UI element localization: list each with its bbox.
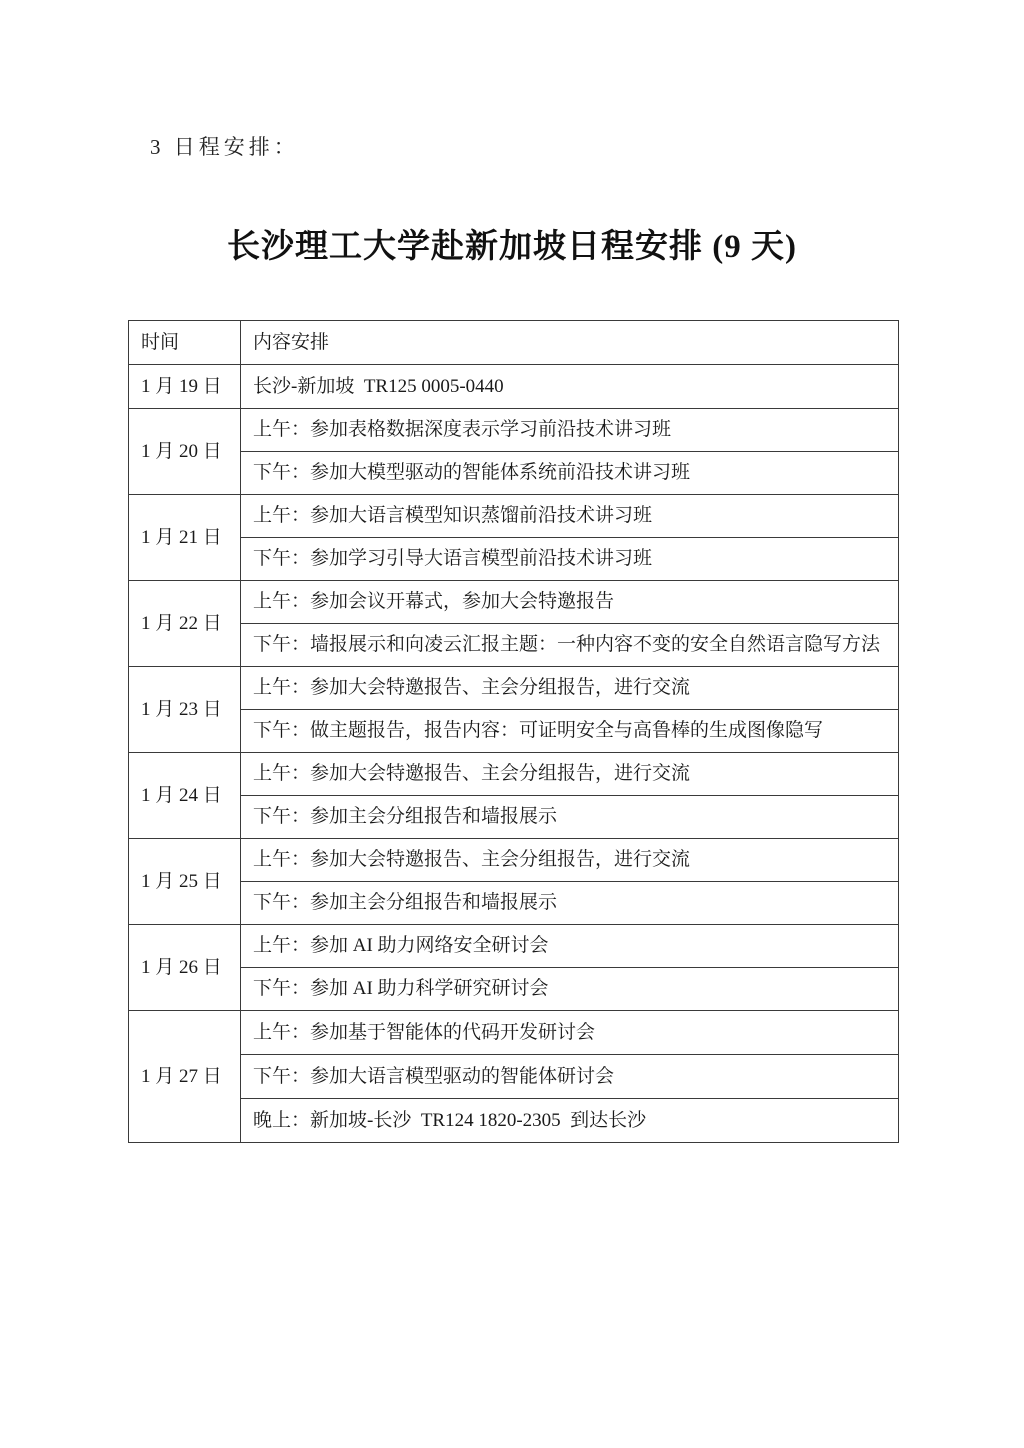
table-row-jan24 bbox=[129, 753, 899, 796]
section-heading: 3 日程安排： bbox=[150, 135, 299, 159]
table-row-jan22 bbox=[129, 581, 899, 624]
table-subrow bbox=[129, 1099, 899, 1143]
table-subrow bbox=[129, 1055, 899, 1099]
table-row-jan19 bbox=[129, 365, 899, 409]
entry-cell: 下午：参加 AI 助力科学研究研讨会 bbox=[241, 968, 899, 1011]
entry-cell: 上午：参加表格数据深度表示学习前沿技术讲习班 bbox=[241, 409, 899, 452]
table-subrow bbox=[129, 710, 899, 753]
table-subrow bbox=[129, 538, 899, 581]
table-row-jan20 bbox=[129, 409, 899, 452]
table-row-jan26 bbox=[129, 925, 899, 968]
entry-cell: 晚上：新加坡-长沙 TR124 1820-2305 到达长沙 bbox=[241, 1099, 899, 1143]
table-subrow bbox=[129, 796, 899, 839]
schedule-table bbox=[128, 320, 899, 1143]
entry-cell: 下午：参加主会分组报告和墙报展示 bbox=[241, 882, 899, 925]
entry-cell: 长沙-新加坡 TR125 0005-0440 bbox=[241, 365, 899, 409]
entry-cell: 上午：参加大语言模型知识蒸馏前沿技术讲习班 bbox=[241, 495, 899, 538]
table-row-jan21 bbox=[129, 495, 899, 538]
entry-cell: 下午：做主题报告，报告内容：可证明安全与高鲁棒的生成图像隐写 bbox=[241, 710, 899, 753]
entry-cell: 上午：参加 AI 助力网络安全研讨会 bbox=[241, 925, 899, 968]
table-row-jan25 bbox=[129, 839, 899, 882]
table-row-jan23 bbox=[129, 667, 899, 710]
date-cell: 1 月 24 日 bbox=[129, 753, 241, 839]
date-cell: 1 月 19 日 bbox=[129, 365, 241, 409]
document-title: 长沙理工大学赴新加坡日程安排 (9 天) bbox=[227, 229, 797, 265]
table-subrow bbox=[129, 624, 899, 667]
date-cell: 1 月 27 日 bbox=[129, 1011, 241, 1143]
table-subrow bbox=[129, 882, 899, 925]
date-cell: 1 月 20 日 bbox=[129, 409, 241, 495]
entry-cell: 下午：参加大语言模型驱动的智能体研讨会 bbox=[241, 1055, 899, 1099]
entry-cell: 上午：参加大会特邀报告、主会分组报告，进行交流 bbox=[241, 753, 899, 796]
date-cell: 1 月 22 日 bbox=[129, 581, 241, 667]
entry-cell: 上午：参加会议开幕式，参加大会特邀报告 bbox=[241, 581, 899, 624]
entry-cell: 下午：参加大模型驱动的智能体系统前沿技术讲习班 bbox=[241, 452, 899, 495]
entry-cell: 下午：参加主会分组报告和墙报展示 bbox=[241, 796, 899, 839]
entry-cell: 上午：参加大会特邀报告、主会分组报告，进行交流 bbox=[241, 667, 899, 710]
table-subrow bbox=[129, 968, 899, 1011]
table-row-jan27 bbox=[129, 1011, 899, 1055]
entry-cell: 上午：参加大会特邀报告、主会分组报告，进行交流 bbox=[241, 839, 899, 882]
entry-cell: 下午：墙报展示和向凌云汇报主题：一种内容不变的安全自然语言隐写方法 bbox=[241, 624, 899, 667]
date-cell: 1 月 23 日 bbox=[129, 667, 241, 753]
header-cell-content: 内容安排 bbox=[241, 321, 899, 365]
date-cell: 1 月 21 日 bbox=[129, 495, 241, 581]
date-cell: 1 月 26 日 bbox=[129, 925, 241, 1011]
date-cell: 1 月 25 日 bbox=[129, 839, 241, 925]
entry-cell: 下午：参加学习引导大语言模型前沿技术讲习班 bbox=[241, 538, 899, 581]
table-subrow bbox=[129, 452, 899, 495]
header-cell-time: 时间 bbox=[129, 321, 241, 365]
entry-cell: 上午：参加基于智能体的代码开发研讨会 bbox=[241, 1011, 899, 1055]
table-header-row bbox=[129, 321, 899, 365]
